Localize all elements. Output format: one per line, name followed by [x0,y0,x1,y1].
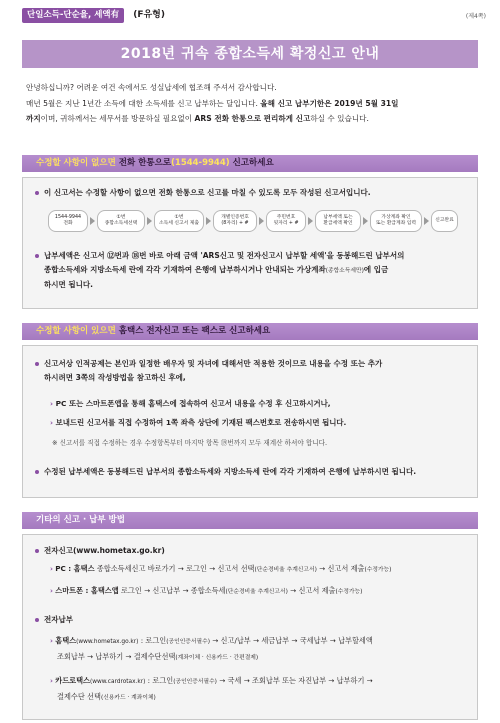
chevron-right-icon: › [50,586,53,595]
sub-text: PC 또는 스마트폰앱을 통해 홈택스에 접속하여 신고서 내용을 수정 후 신고하시거나, [55,399,331,408]
bullet-text: 에 입금 [363,265,389,274]
hometax-text: → 신고/납부 → 세금납부 → 국세납부 → 납부할세액 [209,636,373,645]
intro-paragraph [26,80,478,127]
smartphone-note: (단순경비율 추계신고서) [225,589,288,595]
hometax-note: (공인인증서필수) [166,639,210,645]
step-text: 소득세 신고서 제출 [158,221,200,226]
heading-text: 수정할 사항이 있으면 [36,326,119,336]
step-check-amount [315,210,361,232]
recalculation-note: ※ 신고서를 직접 수정하는 경우 수정항목부터 마지막 항목 ⑲번까지 모두 재계산 하셔야 합니다. [52,439,328,447]
hometax-label: 홈택스 [55,636,77,645]
pc-label: PC : 홈택스 [55,564,95,573]
smartphone-text: 로그인 → 신고납부 → 종합소득세 [118,586,226,595]
step-text: 종합소득세선택 [104,221,138,226]
type-tag: 단일소득-단순율, 세액有 [22,8,124,23]
heading-text: 홈택스 전자신고 또는 팩스로 신고하세요 [118,326,271,336]
cardrotax-text: → 국세 → 조회납부 또는 자진납부 → 납부하기 → [216,676,373,685]
ars-text: ARS 전화 한통으로 편리하게 신고 [194,114,311,123]
chevron-right-icon: › [50,636,53,645]
header-row [22,8,486,24]
cardrotax-text: 결제수단 선택 [57,691,101,701]
pc-note: (단순경비율 추계신고서) [254,567,317,573]
step-arrow-icon [363,217,368,225]
step-text: 납부세액 또는 [323,214,353,220]
pc-text: 종합소득세신고 바로가기 → 로그인 → 신고서 선택 [94,564,255,573]
heading-text: 신고하세요 [229,158,274,168]
step-arrow-icon [147,217,152,225]
step-text: (8자리) + # [221,221,249,226]
step-text: 환급세액 확인 [323,221,353,226]
cardrotax-payment-item [50,674,470,705]
pc-text: → 신고서 제출 [316,564,365,573]
type-label: (F유형) [133,10,165,20]
deadline-text-end: 까지 [26,114,41,123]
page-title: 2018년 귀속 종합소득세 확정신고 안내 [22,40,478,68]
smartphone-filing-item [50,584,362,600]
intro-text: 하실 수 있습니다. [310,114,369,123]
hometax-text: : 로그인 [138,636,167,645]
step-arrow-icon [90,217,95,225]
e-filing-title: 전자신고(www.hometax.go.kr) [44,544,165,558]
heading-text: 수정할 사항이 없으면 [36,158,119,168]
intro-line-2 [26,96,478,112]
e-payment-title: 전자납부 [44,613,73,627]
smartphone-note: (수정가능) [335,589,363,595]
step-auth-number [213,210,257,232]
pc-filing-item [50,562,391,578]
bullet-text: 하시려면 3쪽의 작성방법을 참고하신 후에, [44,373,186,382]
cardrotax-text: : 로그인 [145,676,174,685]
step-text: ①번 [174,214,184,220]
step-submit [154,210,204,232]
chevron-right-icon: › [50,418,54,427]
ars-steps [48,210,458,232]
hometax-payment-item [50,634,470,665]
hometax-text: 조회납부 → 납부하기 → 결제수단선택 [57,651,176,661]
step-text: 1544-9944 [54,214,82,220]
smartphone-text: → 신고서 제출 [287,586,336,595]
step-resident-number [266,210,306,232]
hometax-note: (계좌이체 · 신용카드 · 간편결제) [175,654,259,661]
bullet-text: 납부세액은 신고서 ⑫번과 ⑱번 바로 아래 금액 'ARS신고 및 전자신고시 납부할 세액'을 동봉해드린 납부서의 [44,251,405,260]
section-heading-hometax [22,323,478,340]
step-text: 전화 [63,221,73,226]
intro-text: 매년 5월은 지난 1년간 소득에 대한 소득세를 신고 납부하는 달입니다. [26,98,261,108]
sub-item-online [50,397,331,411]
pc-note: (수정가능) [364,567,392,573]
step-complete [431,210,458,232]
chevron-right-icon: › [50,399,54,408]
step-arrow-icon [424,217,429,225]
step-text: 뒷자리 + # [273,221,299,226]
page-number: (제4쪽) [465,13,486,20]
section-heading-phone [22,155,478,172]
step-arrow-icon [259,217,264,225]
cardrotax-note: (신용카드 · 계좌이체) [100,694,156,701]
intro-text: 이며, 귀하께서는 세무서를 방문하실 필요없이 [40,114,195,123]
bullet-text: 신고서상 인적공제는 본인과 일정한 배우자 및 자녀에 대해서만 적용한 것이므로 내용을 수정 또는 추가 [44,359,383,368]
bullet-revised-payment: 수정된 납부세액은 동봉해드린 납부서의 종합소득세와 지방소득세 란에 각각 기재하여 은행에 납부하시면 됩니다. [44,465,476,479]
step-arrow-icon [308,217,313,225]
bullet-text: 하시면 됩니다. [44,280,93,289]
intro-line-1: 안녕하십니까? 어려운 여건 속에서도 성실납세에 협조해 주셔서 감사합니다. [26,83,277,92]
cardrotax-note: (공인인증서필수) [173,679,217,685]
step-arrow-icon [206,217,211,225]
phone-number: (1544-9944) [171,158,230,168]
heading-text: 기타의 신고 · 납부 방법 [36,515,125,525]
step-text: 신고완료 [435,217,454,223]
intro-line-3 [26,111,478,127]
section-heading-other [22,512,478,529]
sub-item-fax [50,416,346,430]
step-text: 주민번호 [276,214,296,220]
bullet-deductions [44,357,476,385]
hometax-url: (www.hometax.go.kr) [76,639,139,645]
deadline-text: 올해 신고 납부기한은 2019년 5월 31일 [260,98,399,108]
step-text: 가상계좌 확인 [381,214,411,220]
step-account [370,210,422,232]
step-call [48,210,88,232]
smartphone-label: 스마트폰 : 홈택스앱 [55,586,119,595]
cardrotax-url: (www.cardrotax.kr) [89,679,146,685]
step-text: ①번 [116,214,126,220]
bullet-prefilled: 이 신고서는 수정할 사항이 없으면 전화 한통으로 신고를 마칠 수 있도록 모두 작성된 신고서입니다. [44,186,474,200]
bullet-payment [44,249,474,292]
step-select-tax [97,210,145,232]
bullet-note: (종합소득세만) [325,268,364,274]
step-text: 또는 환급계좌 입력 [375,221,417,226]
step-text: 개별인증번호 [221,214,249,220]
chevron-right-icon: › [50,564,53,573]
bullet-text: 종합소득세와 지방소득세 란에 각각 기재하여 은행에 납부하시거나 안내되는 가상계좌 [44,265,326,274]
sub-text: 보내드린 신고서를 직접 수정하여 1쪽 좌측 상단에 기재된 팩스번호로 전송하시면 됩니다. [55,418,347,427]
chevron-right-icon: › [50,676,53,685]
cardrotax-label: 카드로택스 [55,676,90,685]
heading-text: 전화 한통으로 [118,158,172,168]
